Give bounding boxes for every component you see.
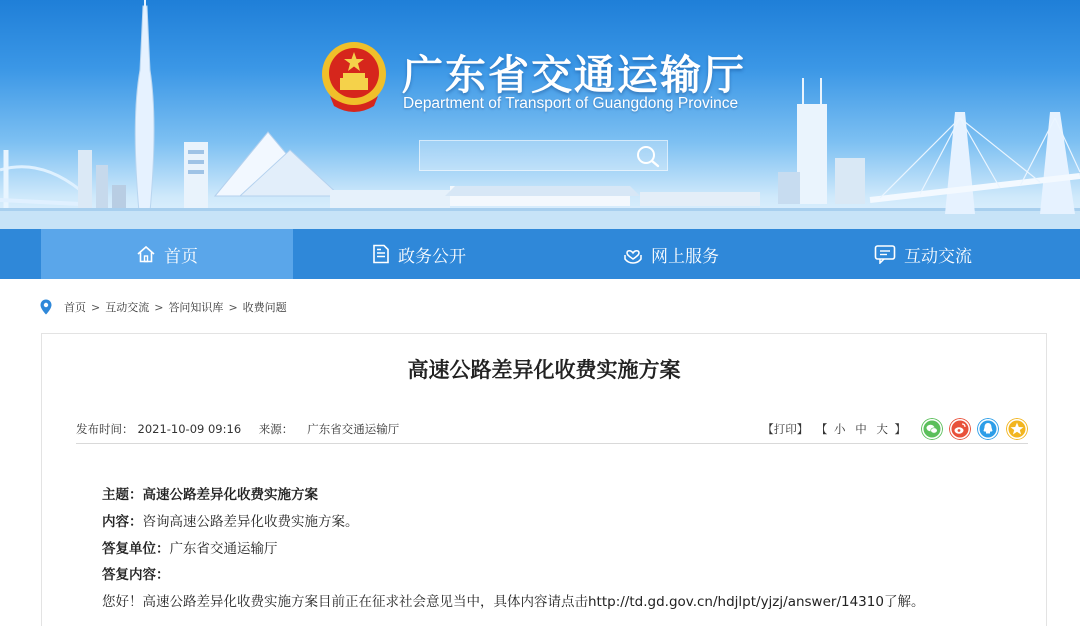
font-size-bracket-close: 】 bbox=[894, 422, 906, 436]
breadcrumb-separator: > bbox=[154, 300, 164, 314]
site-title: 广东省交通运输厅 bbox=[402, 51, 746, 99]
font-size-bracket-open: 【 bbox=[815, 422, 828, 436]
breadcrumb-separator: > bbox=[228, 300, 238, 314]
source-value: 广东省交通运输厅 bbox=[307, 422, 400, 436]
breadcrumb-fee-questions[interactable]: 收费问题 bbox=[242, 301, 287, 314]
location-pin-icon bbox=[40, 299, 52, 315]
content-label: 内容： bbox=[102, 514, 143, 530]
nav-item-label: 政务公开 bbox=[398, 246, 466, 267]
home-icon bbox=[136, 244, 156, 264]
main-nav bbox=[0, 229, 1080, 279]
document-icon bbox=[372, 244, 390, 264]
content-value: 咨询高速公路差异化收费实施方案。 bbox=[142, 514, 359, 530]
nav-item-label: 网上服务 bbox=[651, 246, 719, 267]
chat-icon bbox=[874, 244, 896, 264]
reply-label: 答复内容： bbox=[102, 567, 170, 583]
hands-heart-icon bbox=[623, 244, 643, 264]
print-button[interactable]: 【打印】 bbox=[762, 422, 809, 436]
city-skyline-illustration bbox=[0, 0, 1080, 229]
topic-label: 主题： bbox=[102, 487, 143, 503]
nav-item-label: 互动交流 bbox=[904, 246, 972, 267]
content-row bbox=[102, 510, 359, 530]
publish-time-label: 发布时间： bbox=[76, 422, 134, 436]
font-size-large-button[interactable]: 大 bbox=[876, 422, 888, 436]
search-icon[interactable] bbox=[635, 144, 661, 168]
reply-label-row bbox=[102, 563, 170, 583]
font-size-small-button[interactable]: 小 bbox=[834, 422, 846, 436]
wechat-icon[interactable] bbox=[921, 418, 943, 440]
nav-item-home[interactable] bbox=[41, 229, 293, 279]
breadcrumb-separator: > bbox=[91, 300, 101, 314]
article-tools bbox=[762, 421, 906, 437]
topic-row bbox=[102, 483, 318, 503]
reply-value: 您好！高速公路差异化收费实施方案目前正在征求社会意见当中，具体内容请点击http://td.gd.gov.cn/hdjlpt/yjzj/answer/14310了解。 bbox=[102, 594, 925, 610]
search-input[interactable] bbox=[420, 141, 630, 170]
article-title: 高速公路差异化收费实施方案 bbox=[407, 358, 681, 382]
topic-value: 高速公路差异化收费实施方案 bbox=[142, 487, 318, 503]
publish-time bbox=[76, 422, 241, 436]
breadcrumb bbox=[40, 298, 287, 316]
source bbox=[259, 422, 400, 436]
nav-item-interaction[interactable] bbox=[797, 229, 1049, 279]
unit-value: 广东省交通运输厅 bbox=[169, 541, 278, 557]
reply-row bbox=[102, 590, 924, 610]
breadcrumb-knowledge-base[interactable]: 答问知识库 bbox=[168, 301, 224, 314]
breadcrumb-home[interactable]: 首页 bbox=[64, 301, 86, 314]
site-subtitle: Department of Transport of Guangdong Province bbox=[403, 95, 739, 112]
nav-item-label: 首页 bbox=[164, 246, 198, 267]
font-size-medium-button[interactable]: 中 bbox=[855, 422, 867, 436]
nav-item-online-service[interactable] bbox=[545, 229, 797, 279]
unit-row bbox=[102, 537, 278, 557]
source-label: 来源： bbox=[258, 422, 294, 436]
weibo-icon[interactable] bbox=[949, 418, 971, 440]
publish-time-value: 2021-10-09 09:16 bbox=[137, 422, 242, 436]
qzone-icon[interactable] bbox=[1006, 418, 1028, 440]
article-meta bbox=[76, 421, 399, 437]
unit-label: 答复单位： bbox=[102, 541, 170, 557]
qq-icon[interactable] bbox=[977, 418, 999, 440]
breadcrumb-interaction[interactable]: 互动交流 bbox=[105, 301, 150, 314]
header-banner bbox=[0, 0, 1080, 229]
search-box bbox=[419, 140, 668, 171]
meta-divider bbox=[76, 443, 1028, 444]
nav-item-gov-affairs[interactable] bbox=[293, 229, 545, 279]
national-emblem-logo bbox=[320, 40, 388, 112]
